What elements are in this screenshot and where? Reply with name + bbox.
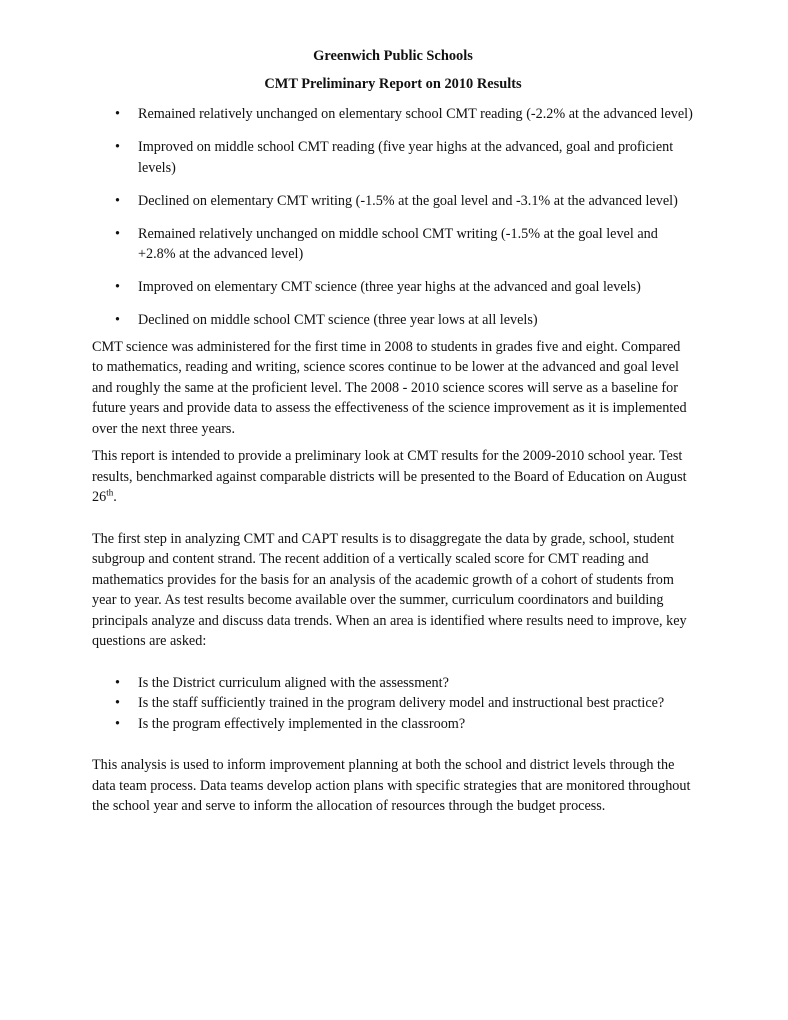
bullet-icon: •	[115, 715, 120, 732]
summary-bullet: • Improved on elementary CMT science (three year highs at the advanced and goal levels)	[92, 277, 694, 298]
summary-bullet-list	[92, 104, 694, 331]
bullet-icon: •	[115, 192, 120, 209]
science-paragraph: CMT science was administered for the first time in 2008 to students in grades five and eight. Compared to mathematics, reading and writing, science scores continue to be lower at the advanced and goal level and roughly the same at the proficient level. The 2008 - 2010 science scores will serve as a baseline for future years and provide data to assess the effectiveness of the science improvement as it is implemented over the next three years.	[92, 338, 687, 437]
report-intro-paragraph: This report is intended to provide a preliminary look at CMT results for the 2009-2010 school year. Test results, benchmarked against comparable districts will be presented to the Board of Education on August 26th.	[92, 448, 687, 505]
key-question: • Is the program effectively implemented in the classroom?	[92, 714, 694, 735]
bullet-icon: •	[115, 312, 120, 328]
summary-bullet: • Remained relatively unchanged on elementary school CMT reading (-2.2% at the advanced level)	[92, 104, 694, 125]
summary-bullet: • Declined on elementary CMT writing (-1.5% at the goal level and -3.1% at the advanced level)	[92, 191, 694, 212]
closing-paragraph: This analysis is used to inform improvement planning at both the school and district levels through the data team process. Data teams develop action plans with specific strategies that are monitored throughout the school year and serve to inform the allocation of resources through the budget process.	[92, 757, 691, 814]
bullet-icon: •	[115, 279, 120, 295]
key-question: • Is the District curriculum aligned with the assessment?	[92, 673, 694, 694]
summary-bullet: • Declined on middle school CMT science (three year lows at all levels)	[92, 310, 694, 331]
bullet-icon: •	[115, 674, 120, 691]
document-page	[92, 46, 694, 817]
org-name: Greenwich Public Schools	[313, 48, 473, 64]
bullet-icon: •	[115, 106, 120, 122]
key-question: • Is the staff sufficiently trained in the program delivery model and instructional best practice?	[92, 693, 694, 714]
report-title: CMT Preliminary Report on 2010 Results	[264, 76, 522, 92]
bullet-icon: •	[115, 139, 120, 155]
bullet-icon: •	[115, 695, 120, 711]
summary-bullet: • Improved on middle school CMT reading (five year highs at the advanced, goal and proficient levels)	[115, 139, 674, 176]
analysis-paragraph: The first step in analyzing CMT and CAPT results is to disaggregate the data by grade, school, student subgroup and content strand. The recent addition of a vertically scaled score for CMT reading and mathematics provides for the basis for an analysis of the academic growth of a cohort of students from year to year. As test results become available over the summer, curriculum coordinators and building principals analyze and discuss data trends. When an area is identified where results need to improve, key questions are asked:	[92, 530, 687, 649]
summary-bullet: • Remained relatively unchanged on middle school CMT writing (-1.5% at the goal level and +2.8% at the advanced level)	[115, 225, 658, 262]
bullet-icon: •	[115, 225, 120, 242]
key-questions-list	[92, 673, 694, 735]
